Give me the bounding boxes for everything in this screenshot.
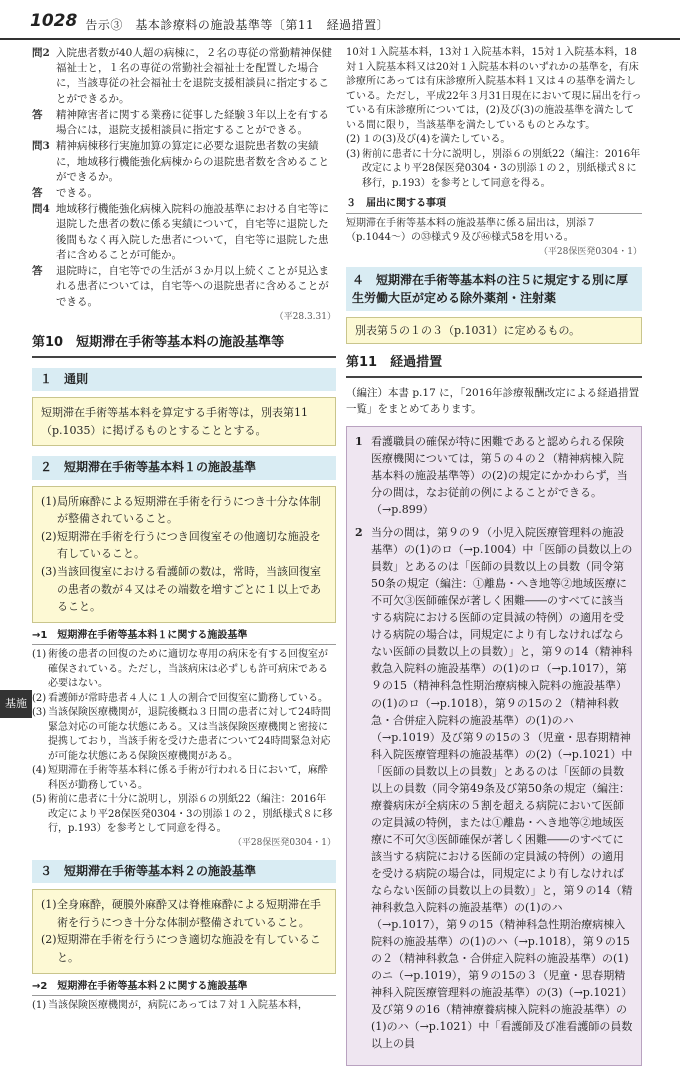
list-item: (1) 局所麻酔による短期滞在手術を行うにつき十分な体制が整備されていること。 (41, 494, 321, 526)
list-item: 1 看護職員の確保が特に困難であると認められる保険医療機関については，第５の４の２（精神病棟入院基本料の施設基準等）の(2)の規定にかかわらず，当分の間は，なお従前の例によることができる。（→p.899） (355, 434, 628, 517)
section-10-title: 第10 短期滞在手術等基本料の施設基準等 (32, 330, 336, 358)
s2-sub-title: →1 短期滞在手術等基本料１に関する施設基準 (32, 629, 336, 646)
qa-item: 問2 入院患者数が40人超の病棟に，２名の専従の常勤精神保健福祉士と，１名の専従の常勤社会福祉士を配置した場合に，当該専従の社会福祉士を退院支援相談員に指定することができるか。 (32, 47, 332, 105)
s3b-title: ３ 届出に関する事項 (346, 197, 642, 214)
list-item: (2) 短期滞在手術を行うにつき適切な施設を有していること。 (41, 933, 321, 964)
section-11-title: 第11 経過措置 (346, 350, 642, 378)
continued-text: 10対１入院基本料，13対１入院基本料，15対１入院基本料，18対１入院基本料又は20対１入院基本料のいずれかの基準を，有床診療所にあっては有床診療所入院基本料１又は４の基準を満たしている。ただし，平成22年３月31日現在において現に届出を行っている有床診療所については，(2)及び(3)の施設基準を満たしている間に限り，当該基準を満たしているものとみなす。 (346, 47, 642, 131)
s4-title: ４ 短期滞在手術等基本料の注５に規定する別に厚生労働大臣が定める除外薬剤・注射薬 (346, 267, 642, 311)
qa-item: 答 できる。 (32, 186, 98, 199)
qa-item: 問3 精神病棟移行実施加算の算定に必要な退院患者数の実績に，地域移行機能強化病棟からの退院患者数を含めることができるか。 (32, 140, 329, 183)
page-number: 1028 (30, 11, 78, 32)
s2-title: ２ 短期滞在手術等基本料１の施設基準 (32, 456, 336, 479)
qa-item: 答 退院時に，自宅等での生活が３か月以上続くことが見込まれる患者については，自宅等への退院患者に含めることができる。 (32, 265, 329, 308)
continued-list (346, 133, 642, 191)
page-header (0, 0, 680, 40)
side-tab: 基施 (0, 690, 32, 718)
transitional-box (346, 426, 642, 1066)
list-item: (3) 当該回復室における看護師の数は，常時，当該回復室の患者の数が４又はその端数を増すごとに１以上であること。 (41, 564, 321, 614)
qa-item: 問4 地域移行機能強化病棟入院料の施設基準における自宅等に退院した患者の数に係る実績について，自宅等に退院した後間もなく再入院した患者について，自宅等に退院した患者に含めることが可能か。 (32, 203, 329, 261)
list-item: (4) 短期滞在手術等基本料に係る手術が行われる日において，麻酔科医が勤務している。 (32, 765, 328, 791)
list-item: (3) 術前に患者に十分に説明し，別添６の別紙22（編注：2016年改定により平28保医発0304・3の別添１の２，別紙様式８に移行，p.193）を参考として同意を得る。 (346, 148, 641, 189)
editor-note: （編注）本書 p.17 に，「2016年診療報酬改定による経過措置一覧」をまとめてあります。 (346, 387, 640, 416)
list-item: (3) 当該保険医療機関が，退院後概ね３日間の患者に対して24時間緊急対応の可能な状態にある。又は当該保険医療機関と密接に提携しており，当該手術を受けた患者について24時間緊急対応が可能な状態にある保険医療機関がある。 (32, 707, 331, 762)
s4-box: 別表第５の１の３（p.1031）に定めるもの。 (346, 317, 642, 345)
s3-sub-title: →2 短期滞在手術等基本料２に関する施設基準 (32, 980, 336, 997)
s3b-date: （平28保医発0304・1） (538, 246, 642, 257)
right-column (346, 46, 642, 1051)
list-item: (5) 術前に患者に十分に説明し，別添６の別紙22（編注：2016年改定により平28保医発0304・3の別添１の２，別紙様式８に移行，p.193）を参考として同意を得る。 (32, 794, 333, 835)
s1-title: １ 通則 (32, 368, 336, 391)
s1-box: 短期滞在手術等基本料を算定する手術等は，別表第11（p.1035）に掲げるものとすることとする。 (32, 397, 336, 446)
running-title: 告示③ 基本診療料の施設基準等〔第11 経過措置〕 (85, 17, 390, 32)
list-item: (1) 全身麻酔，硬膜外麻酔又は脊椎麻酔による短期滞在手術を行うにつき十分な体制が整備されていること。 (41, 898, 321, 929)
list-item: (2) 看護師が常時患者４人に１人の割合で回復室に勤務している。 (32, 692, 328, 704)
qa-list (32, 46, 336, 310)
left-column (32, 46, 336, 1012)
list-item: 2 当分の間は，第９の９（小児入院医療管理料の施設基準）の(1)のロ（→p.1004）中「医師の員数以上の員数」とあるのは「医師の員数以上の員数（同令第50条の規定（編注：①離島・へき地等②地域医療に不可欠③医師確保が著しく困難――のすべてに該当する病院における医師の定員減の特例）の適用を受ける病院の場合は，同規定により有しなければならない医師の員数以上の員数）」と，第９の14（精神科救急入院料の施設基準）の(1)のロ（→p.1017），第９の15（精神科急性期治療病棟入院料の施設基準）の(1)のロ（→p.1018），第９の15の２（精神科救急・合併症入院料の施設基準）の(1)のハ（→p.1019）及び第９の15の３（児童・思春期精神科入院医療管理料の施設基準）の(2)（→p.1021）中「医師の員数以上の員数」とあるのは「医師の員数以上の員数（同令第49条及び第50条の規定（編注：療養病床が全病床の５割を超える病院において医師の定員減の特例，または①離島・へき地等②地域医療に不可欠③医師確保が著しく困難――のすべてに該当する病院における医師の定員減の特例）の適用を受ける病院の場合は，同規定により有しなければならない医師の員数以上の員数）」と，第９の14（精神科救急入院料の施設基準）の(1)のハ（→p.1017），第９の15（精神科急性期治療病棟入院料の施設基準）の(1)のハ（→p.1018），第９の15の２（精神科救急・合併症入院料の施設基準）の(1)のニ（→p.1019），第９の15の３（児童・思春期精神科入院医療管理料の施設基準）の(3)（→p.1021）及び第９の16（精神療養病棟入院料の施設基準）の(1)のハ（→p.1021）中「看護師及び准看護師の員数以上の員 (355, 526, 633, 1051)
s3-title: ３ 短期滞在手術等基本料２の施設基準 (32, 860, 336, 883)
list-item: (2) １の(3)及び(4)を満たしている。 (346, 134, 511, 145)
list-item: (2) 短期滞在手術を行うにつき回復室その他適切な施設を有していること。 (41, 529, 321, 561)
s2-sub-date: （平28保医発0304・1） (232, 837, 336, 848)
s2-sub-list (32, 648, 336, 837)
list-item: (1) 術後の患者の回復のために適切な専用の病床を有する回復室が確保されている。ただし，当該病床は必ずしも許可病床である必要はない。 (32, 649, 328, 690)
s3b-text: 短期滞在手術等基本料の施設基準に係る届出は，別添７（p.1044〜）の㉝様式９及び㊻様式58を用いる。 (346, 217, 596, 243)
qa-date: （平28.3.31） (274, 311, 336, 322)
list-item: (1) 当該保険医療機関が，病院にあっては７対１入院基本料， (32, 1000, 308, 1012)
s3-box (32, 889, 336, 973)
qa-item: 答 精神障害者に関する業務に従事した経験３年以上を有する場合には，退院支援相談員に指定することができる。 (32, 108, 329, 137)
s2-box (32, 486, 336, 623)
